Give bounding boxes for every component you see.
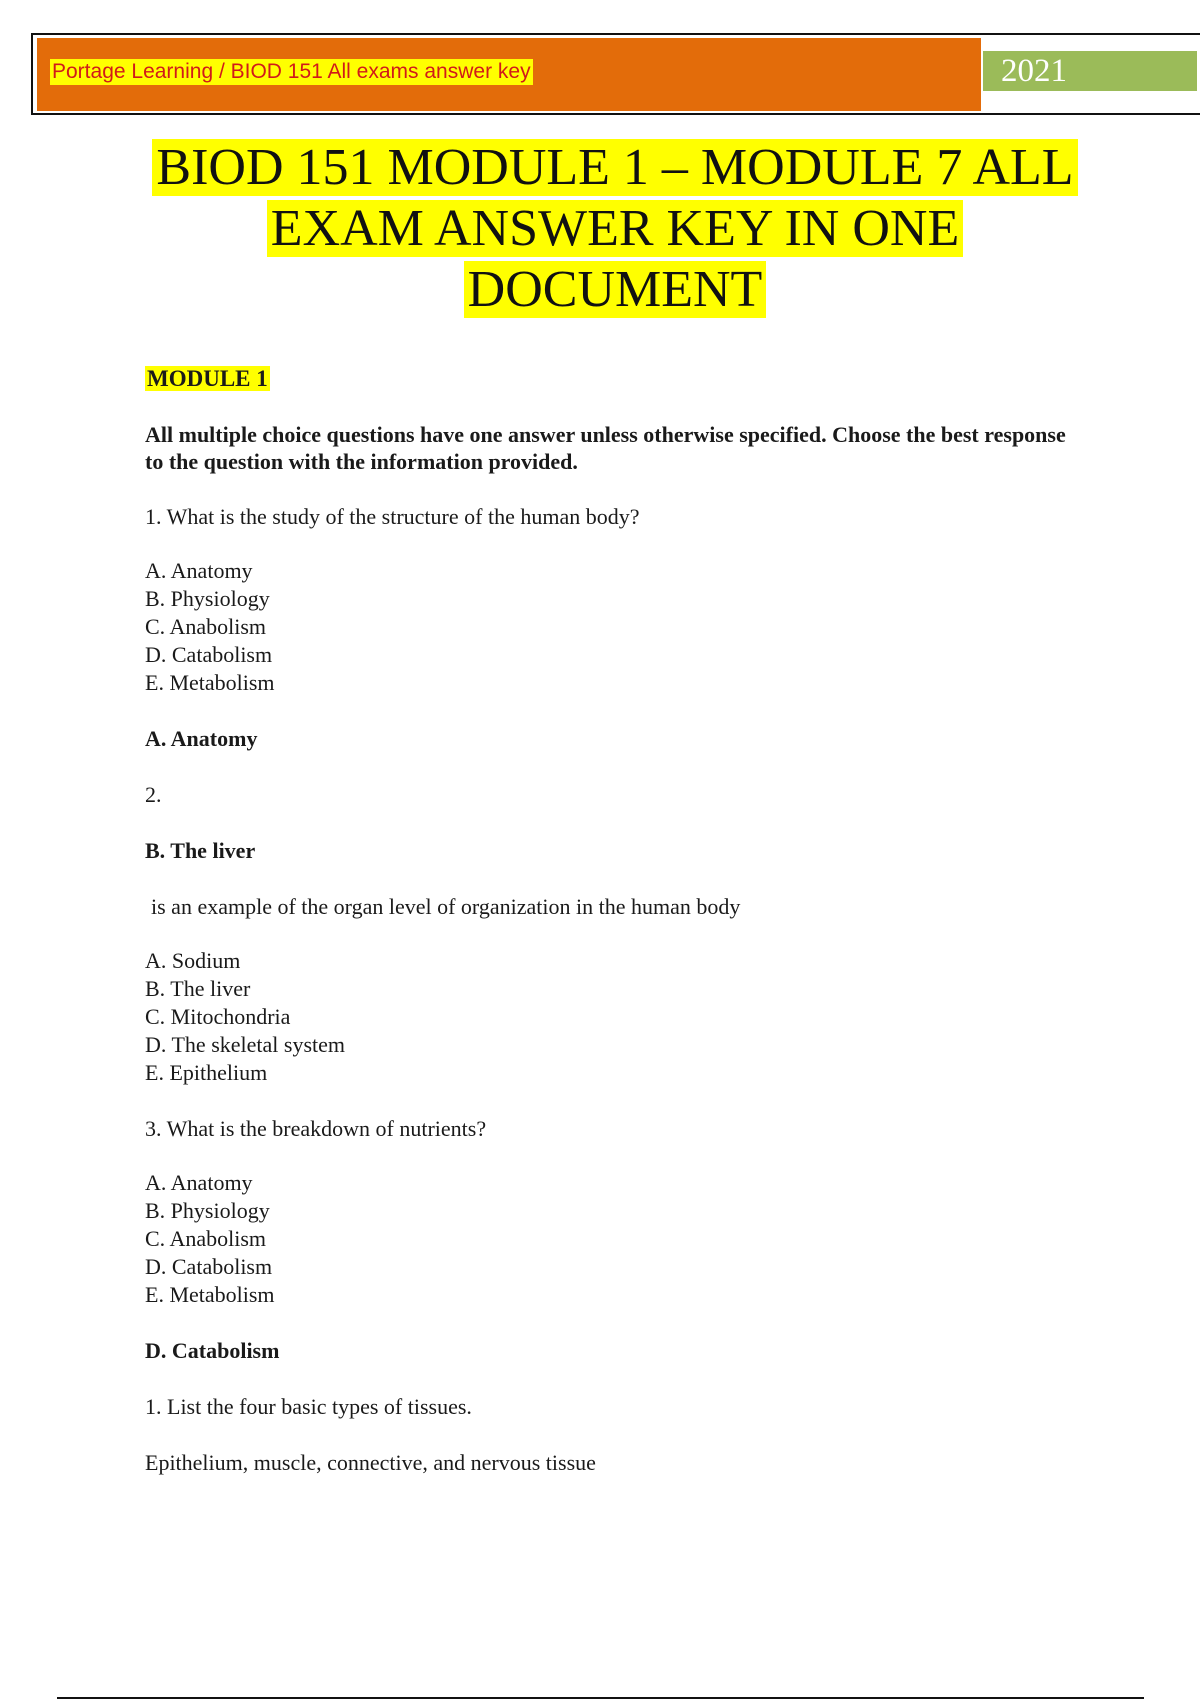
question-3-answer: D. Catabolism bbox=[145, 1338, 280, 1363]
short-answer-response: Epithelium, muscle, connective, and nervous tissue bbox=[145, 1450, 596, 1475]
header-label: Portage Learning / BIOD 151 All exams answer key bbox=[52, 60, 531, 83]
title-line-2: EXAM ANSWER KEY IN ONE bbox=[267, 200, 963, 257]
option: E. Metabolism bbox=[145, 670, 275, 695]
option: D. Catabolism bbox=[145, 1254, 273, 1279]
footer-divider bbox=[57, 1697, 1144, 1699]
question-1-options bbox=[145, 557, 1085, 697]
option: A. Sodium bbox=[145, 948, 241, 973]
question-1: 1. What is the study of the structure of the human body? bbox=[145, 504, 640, 529]
document-body bbox=[145, 365, 1085, 1477]
option: C. Mitochondria bbox=[145, 1004, 291, 1029]
question-2-number: 2. bbox=[145, 782, 162, 807]
question-2-options bbox=[145, 947, 1085, 1087]
option: C. Anabolism bbox=[145, 614, 267, 639]
title-line-3: DOCUMENT bbox=[464, 261, 767, 318]
option: E. Metabolism bbox=[145, 1282, 275, 1307]
question-3: 3. What is the breakdown of nutrients? bbox=[145, 1116, 487, 1141]
option: B. Physiology bbox=[145, 1198, 270, 1223]
page-title bbox=[100, 137, 1130, 320]
option: D. Catabolism bbox=[145, 642, 273, 667]
question-2-statement: is an example of the organ level of organization in the human body bbox=[151, 894, 741, 919]
option: B. The liver bbox=[145, 976, 251, 1001]
option: B. Physiology bbox=[145, 586, 270, 611]
question-1-answer: A. Anatomy bbox=[145, 726, 258, 751]
question-3-options bbox=[145, 1169, 1085, 1309]
option: D. The skeletal system bbox=[145, 1032, 345, 1057]
short-answer-question: 1. List the four basic types of tissues. bbox=[145, 1394, 472, 1419]
option: C. Anabolism bbox=[145, 1226, 267, 1251]
header-year: 2021 bbox=[983, 51, 1197, 91]
option: E. Epithelium bbox=[145, 1060, 268, 1085]
title-line-1: BIOD 151 MODULE 1 – MODULE 7 ALL bbox=[152, 139, 1077, 196]
module-heading: MODULE 1 bbox=[147, 366, 268, 391]
question-2-answer: B. The liver bbox=[145, 838, 256, 863]
instructions: All multiple choice questions have one answer unless otherwise specified. Choose the best response to the question with the information provided. bbox=[145, 422, 1066, 474]
option: A. Anatomy bbox=[145, 558, 253, 583]
option: A. Anatomy bbox=[145, 1170, 253, 1195]
